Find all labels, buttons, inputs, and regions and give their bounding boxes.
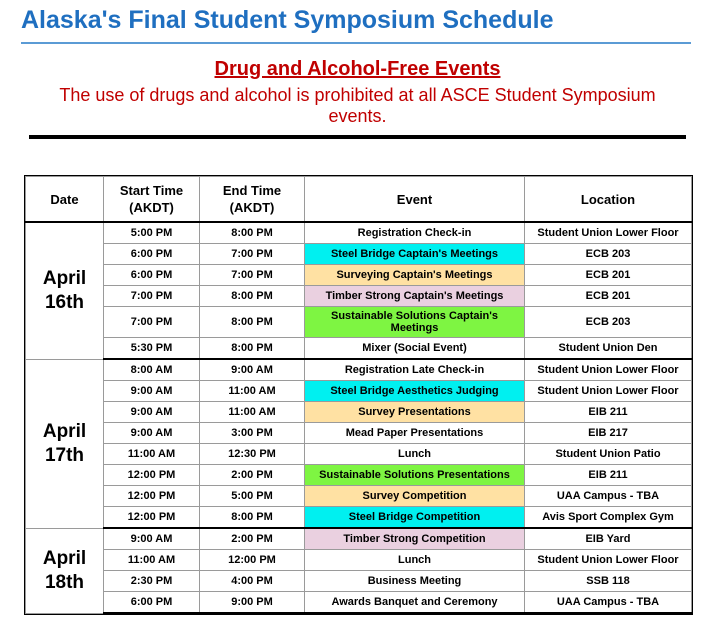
location-cell: EIB 211 [525,465,692,486]
table-row [26,528,692,550]
notice-text: The use of drugs and alcohol is prohibited at all ASCE Student Symposium events. [59,85,656,126]
start-time-cell: 6:00 PM [104,265,200,286]
location-cell: EIB 211 [525,402,692,423]
table-row [26,571,692,592]
start-time-cell: 12:00 PM [104,486,200,507]
end-time-cell: 5:00 PM [200,486,305,507]
header-event: Event [305,177,525,223]
table-row [26,507,692,529]
end-time-cell: 11:00 AM [200,402,305,423]
location-cell: Student Union Den [525,338,692,360]
title-underline-divider [21,42,691,44]
event-cell: Registration Late Check-in [305,359,525,381]
header-end-time: End Time (AKDT) [200,177,305,223]
event-cell: Survey Competition [305,486,525,507]
table-row [26,222,692,244]
event-cell: Lunch [305,550,525,571]
table-row [26,244,692,265]
start-time-cell: 6:00 PM [104,592,200,614]
event-cell: Registration Check-in [305,222,525,244]
start-time-cell: 8:00 AM [104,359,200,381]
end-time-cell: 4:00 PM [200,571,305,592]
header-start-time: Start Time (AKDT) [104,177,200,223]
event-cell: Mead Paper Presentations [305,423,525,444]
event-cell: Steel Bridge Competition [305,507,525,529]
start-time-cell: 9:00 AM [104,528,200,550]
event-cell: Timber Strong Captain's Meetings [305,286,525,307]
end-time-cell: 12:00 PM [200,550,305,571]
start-time-cell: 5:30 PM [104,338,200,360]
table-row [26,486,692,507]
event-cell: Lunch [305,444,525,465]
table-row [26,307,692,338]
start-time-cell: 11:00 AM [104,444,200,465]
location-cell: SSB 118 [525,571,692,592]
start-time-cell: 9:00 AM [104,381,200,402]
end-time-cell: 8:00 PM [200,286,305,307]
location-cell: ECB 201 [525,286,692,307]
table-row [26,465,692,486]
event-cell: Awards Banquet and Ceremony [305,592,525,614]
event-cell: Sustainable Solutions Presentations [305,465,525,486]
end-time-cell: 12:30 PM [200,444,305,465]
location-cell: Student Union Lower Floor [525,359,692,381]
table-row [26,423,692,444]
end-time-cell: 2:00 PM [200,465,305,486]
end-time-cell: 8:00 PM [200,507,305,529]
start-time-cell: 6:00 PM [104,244,200,265]
event-cell: Timber Strong Competition [305,528,525,550]
schedule-body [26,222,692,613]
table-row [26,592,692,614]
location-cell: ECB 203 [525,307,692,338]
table-row [26,550,692,571]
schedule-table [25,176,692,614]
header-date: Date [26,177,104,223]
section-divider [29,135,686,139]
start-time-cell: 7:00 PM [104,307,200,338]
event-cell: Business Meeting [305,571,525,592]
end-time-cell: 8:00 PM [200,222,305,244]
end-time-cell: 9:00 PM [200,592,305,614]
table-row [26,286,692,307]
location-cell: Student Union Lower Floor [525,381,692,402]
date-cell: April 16th [26,222,104,359]
page-title: Alaska's Final Student Symposium Schedule [21,6,554,34]
date-cell: April 18th [26,528,104,613]
location-cell: Avis Sport Complex Gym [525,507,692,529]
event-cell: Surveying Captain's Meetings [305,265,525,286]
end-time-cell: 11:00 AM [200,381,305,402]
location-cell: UAA Campus - TBA [525,486,692,507]
start-time-cell: 11:00 AM [104,550,200,571]
end-time-cell: 7:00 PM [200,244,305,265]
end-time-cell: 7:00 PM [200,265,305,286]
location-cell: UAA Campus - TBA [525,592,692,614]
table-row [26,338,692,360]
location-cell: Student Union Lower Floor [525,222,692,244]
start-time-cell: 12:00 PM [104,507,200,529]
date-cell: April 17th [26,359,104,528]
event-cell: Mixer (Social Event) [305,338,525,360]
end-time-cell: 8:00 PM [200,338,305,360]
table-row [26,402,692,423]
end-time-cell: 3:00 PM [200,423,305,444]
end-time-cell: 9:00 AM [200,359,305,381]
table-row [26,444,692,465]
location-cell: ECB 201 [525,265,692,286]
start-time-cell: 7:00 PM [104,286,200,307]
start-time-cell: 12:00 PM [104,465,200,486]
start-time-cell: 9:00 AM [104,402,200,423]
notice-heading: Drug and Alcohol-Free Events [214,58,501,80]
location-cell: Student Union Patio [525,444,692,465]
event-cell: Survey Presentations [305,402,525,423]
start-time-cell: 2:30 PM [104,571,200,592]
location-cell: ECB 203 [525,244,692,265]
table-row [26,265,692,286]
event-cell: Steel Bridge Captain's Meetings [305,244,525,265]
start-time-cell: 5:00 PM [104,222,200,244]
location-cell: Student Union Lower Floor [525,550,692,571]
location-cell: EIB Yard [525,528,692,550]
end-time-cell: 8:00 PM [200,307,305,338]
event-cell: Sustainable Solutions Captain's Meetings [305,307,525,338]
table-row [26,381,692,402]
location-cell: EIB 217 [525,423,692,444]
table-header-row [26,177,692,223]
header-location: Location [525,177,692,223]
table-row [26,359,692,381]
event-cell: Steel Bridge Aesthetics Judging [305,381,525,402]
start-time-cell: 9:00 AM [104,423,200,444]
end-time-cell: 2:00 PM [200,528,305,550]
